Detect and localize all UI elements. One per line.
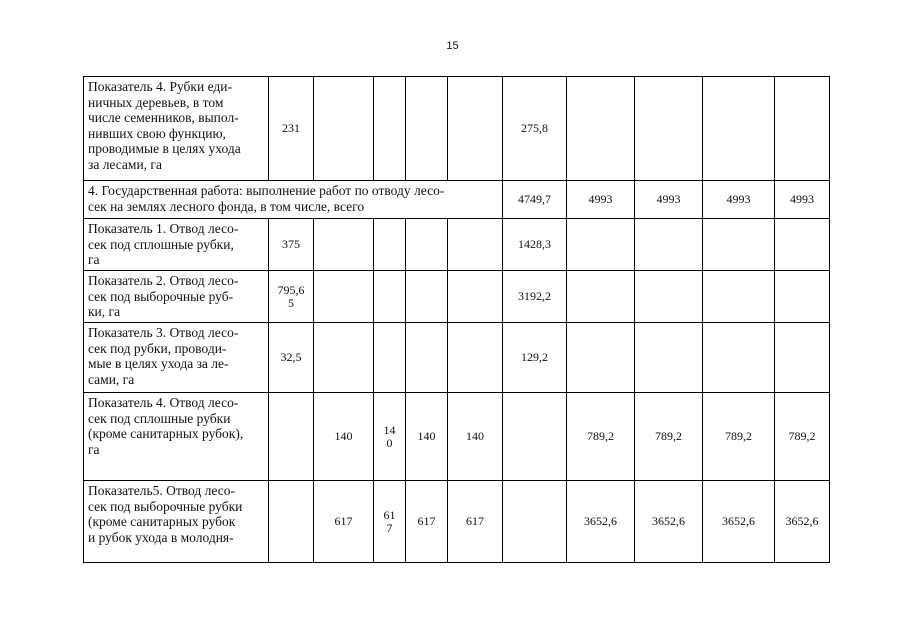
table-cell: 795,6 5 <box>269 271 314 323</box>
table-cell: 3192,2 <box>503 271 567 323</box>
table-row <box>84 323 830 393</box>
table-cell <box>314 323 374 393</box>
row-label: Показатель5. Отвод лесо- сек под выборочные рубки (кроме санитарных рубок и рубок ухода в молодня- <box>84 481 269 563</box>
table-row <box>84 181 830 219</box>
table-cell: 3652,6 <box>703 481 775 563</box>
table-cell: 275,8 <box>503 77 567 181</box>
table-cell <box>635 271 703 323</box>
table-cell <box>567 271 635 323</box>
table-cell: 32,5 <box>269 323 314 393</box>
table-cell <box>703 271 775 323</box>
table-cell <box>374 271 406 323</box>
table-cell <box>775 219 830 271</box>
row-label: Показатель 4. Отвод лесо- сек под сплошные рубки (кроме санитарных рубок), га <box>84 393 269 481</box>
table-cell <box>503 393 567 481</box>
table-cell <box>314 77 374 181</box>
row-label: Показатель 1. Отвод лесо- сек под сплошные рубки, га <box>84 219 269 271</box>
table-cell: 140 <box>406 393 448 481</box>
table-cell: 3652,6 <box>635 481 703 563</box>
table-cell <box>314 219 374 271</box>
state-task-table <box>83 76 830 563</box>
table-cell: 617 <box>314 481 374 563</box>
table-cell: 4993 <box>635 181 703 219</box>
table-cell <box>448 271 503 323</box>
section-heading: 4. Государственная работа: выполнение работ по отводу лесо- сек на землях лесного фонда, в том числе, всего <box>84 181 503 219</box>
table-cell: 129,2 <box>503 323 567 393</box>
table-cell <box>269 481 314 563</box>
table-cell: 140 <box>448 393 503 481</box>
table-cell: 789,2 <box>567 393 635 481</box>
table-cell: 4993 <box>567 181 635 219</box>
table-cell <box>635 219 703 271</box>
table-cell <box>775 77 830 181</box>
table-cell <box>406 271 448 323</box>
table-cell: 617 <box>448 481 503 563</box>
table-row <box>84 219 830 271</box>
table-cell <box>406 77 448 181</box>
table-cell: 231 <box>269 77 314 181</box>
table-cell: 789,2 <box>635 393 703 481</box>
row-label: Показатель 2. Отвод лесо- сек под выборочные руб- ки, га <box>84 271 269 323</box>
table-cell <box>775 271 830 323</box>
table-cell: 375 <box>269 219 314 271</box>
table-cell <box>448 77 503 181</box>
table-cell: 14 0 <box>374 393 406 481</box>
row-label: Показатель 4. Рубки еди- ничных деревьев, в том числе семенников, выпол- нивших свою функцию, проводимые в целях ухода за лесами, га <box>84 77 269 181</box>
table-cell <box>448 219 503 271</box>
table-cell <box>703 77 775 181</box>
table-row <box>84 481 830 563</box>
table-cell <box>406 323 448 393</box>
table-cell: 789,2 <box>703 393 775 481</box>
table-cell <box>374 323 406 393</box>
table-cell: 61 7 <box>374 481 406 563</box>
table-cell: 4993 <box>775 181 830 219</box>
table-cell <box>374 219 406 271</box>
table-cell <box>567 77 635 181</box>
table-cell <box>703 219 775 271</box>
table-cell <box>374 77 406 181</box>
table-cell <box>503 481 567 563</box>
table-cell: 140 <box>314 393 374 481</box>
table-cell <box>567 323 635 393</box>
table-cell: 4993 <box>703 181 775 219</box>
table-cell: 1428,3 <box>503 219 567 271</box>
table-cell <box>635 323 703 393</box>
table-cell: 789,2 <box>775 393 830 481</box>
table-cell: 617 <box>406 481 448 563</box>
table-cell <box>314 271 374 323</box>
table-row <box>84 271 830 323</box>
table-row <box>84 393 830 481</box>
table-cell: 4749,7 <box>503 181 567 219</box>
table-cell: 3652,6 <box>567 481 635 563</box>
table-cell <box>448 323 503 393</box>
page-number: 15 <box>446 40 459 52</box>
table-row <box>84 77 830 181</box>
table-cell <box>775 323 830 393</box>
table-cell <box>567 219 635 271</box>
table-cell <box>703 323 775 393</box>
table-cell: 3652,6 <box>775 481 830 563</box>
table-cell <box>269 393 314 481</box>
row-label: Показатель 3. Отвод лесо- сек под рубки, проводи- мые в целях ухода за ле- сами, га <box>84 323 269 393</box>
table-cell <box>635 77 703 181</box>
table-cell <box>406 219 448 271</box>
